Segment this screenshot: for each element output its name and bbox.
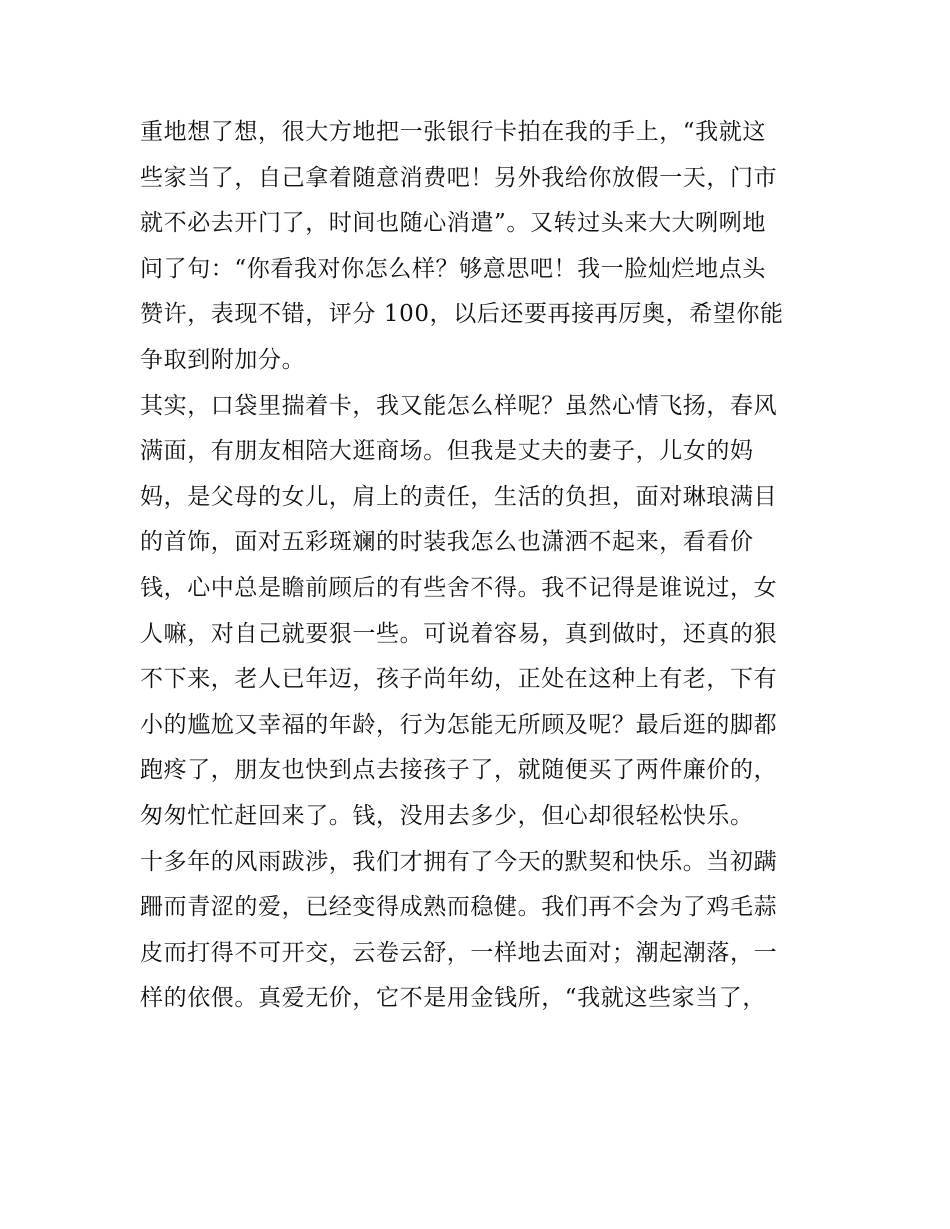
text-line-10: 的首饰，面对五彩斑斓的时装我怎么也潇洒不起来，看看价 bbox=[140, 529, 754, 556]
text-line-4: 问了句：“你看我对你怎么样？够意思吧！我一脸灿烂地点头 bbox=[140, 255, 766, 282]
text-line-19: 皮而打得不可开交，云卷云舒，一样地去面对；潮起潮落，一 bbox=[140, 939, 778, 966]
text-line-14: 小的尴尬又幸福的年龄，行为怎能无所顾及呢？最后逛的脚都 bbox=[140, 711, 778, 738]
text-line-8: 满面，有朋友相陪大逛商场。但我是丈夫的妻子，儿女的妈 bbox=[140, 438, 754, 465]
text-line-16: 匆匆忙忙赶回来了。钱，没用去多少，但心却很轻松快乐。 bbox=[140, 802, 754, 829]
text-line-9: 妈，是父母的女儿，肩上的责任，生活的负担，面对琳琅满目 bbox=[140, 483, 778, 510]
text-line-15: 跑疼了，朋友也快到点去接孩子了，就随便买了两件廉价的， bbox=[140, 757, 778, 784]
text-line-18: 跚而青涩的爱，已经变得成熟而稳健。我们再不会为了鸡毛蒜 bbox=[140, 894, 778, 921]
text-line-13: 不下来，老人已年迈，孩子尚年幼，正处在这种上有老，下有 bbox=[140, 666, 778, 693]
text-line-5: 赞许，表现不错，评分 100，以后还要再接再厉奥，希望你能 bbox=[140, 301, 784, 328]
text-line-2: 些家当了，自己拿着随意消费吧！另外我给你放假一天，门市 bbox=[140, 164, 778, 191]
text-line-11: 钱，心中总是瞻前顾后的有些舍不得。我不记得是谁说过，女 bbox=[140, 574, 778, 601]
text-line-20: 样的依偎。真爱无价，它不是用金钱所，“我就这些家当了， bbox=[140, 985, 766, 1012]
text-line-7: 其实，口袋里揣着卡，我又能怎么样呢？虽然心情飞扬，春风 bbox=[140, 392, 778, 419]
text-line-17: 十多年的风雨跋涉，我们才拥有了今天的默契和快乐。当初蹒 bbox=[140, 848, 778, 875]
text-line-3: 就不必去开门了，时间也随心消遣”。又转过头来大大咧咧地 bbox=[140, 210, 766, 237]
text-line-12: 人嘛，对自己就要狠一些。可说着容易，真到做时，还真的狠 bbox=[140, 620, 778, 647]
text-line-1: 重地想了想，很大方地把一张银行卡拍在我的手上，“我就这 bbox=[140, 119, 766, 145]
text-line-6: 争取到附加分。 bbox=[140, 346, 306, 373]
body-text bbox=[140, 110, 820, 1022]
